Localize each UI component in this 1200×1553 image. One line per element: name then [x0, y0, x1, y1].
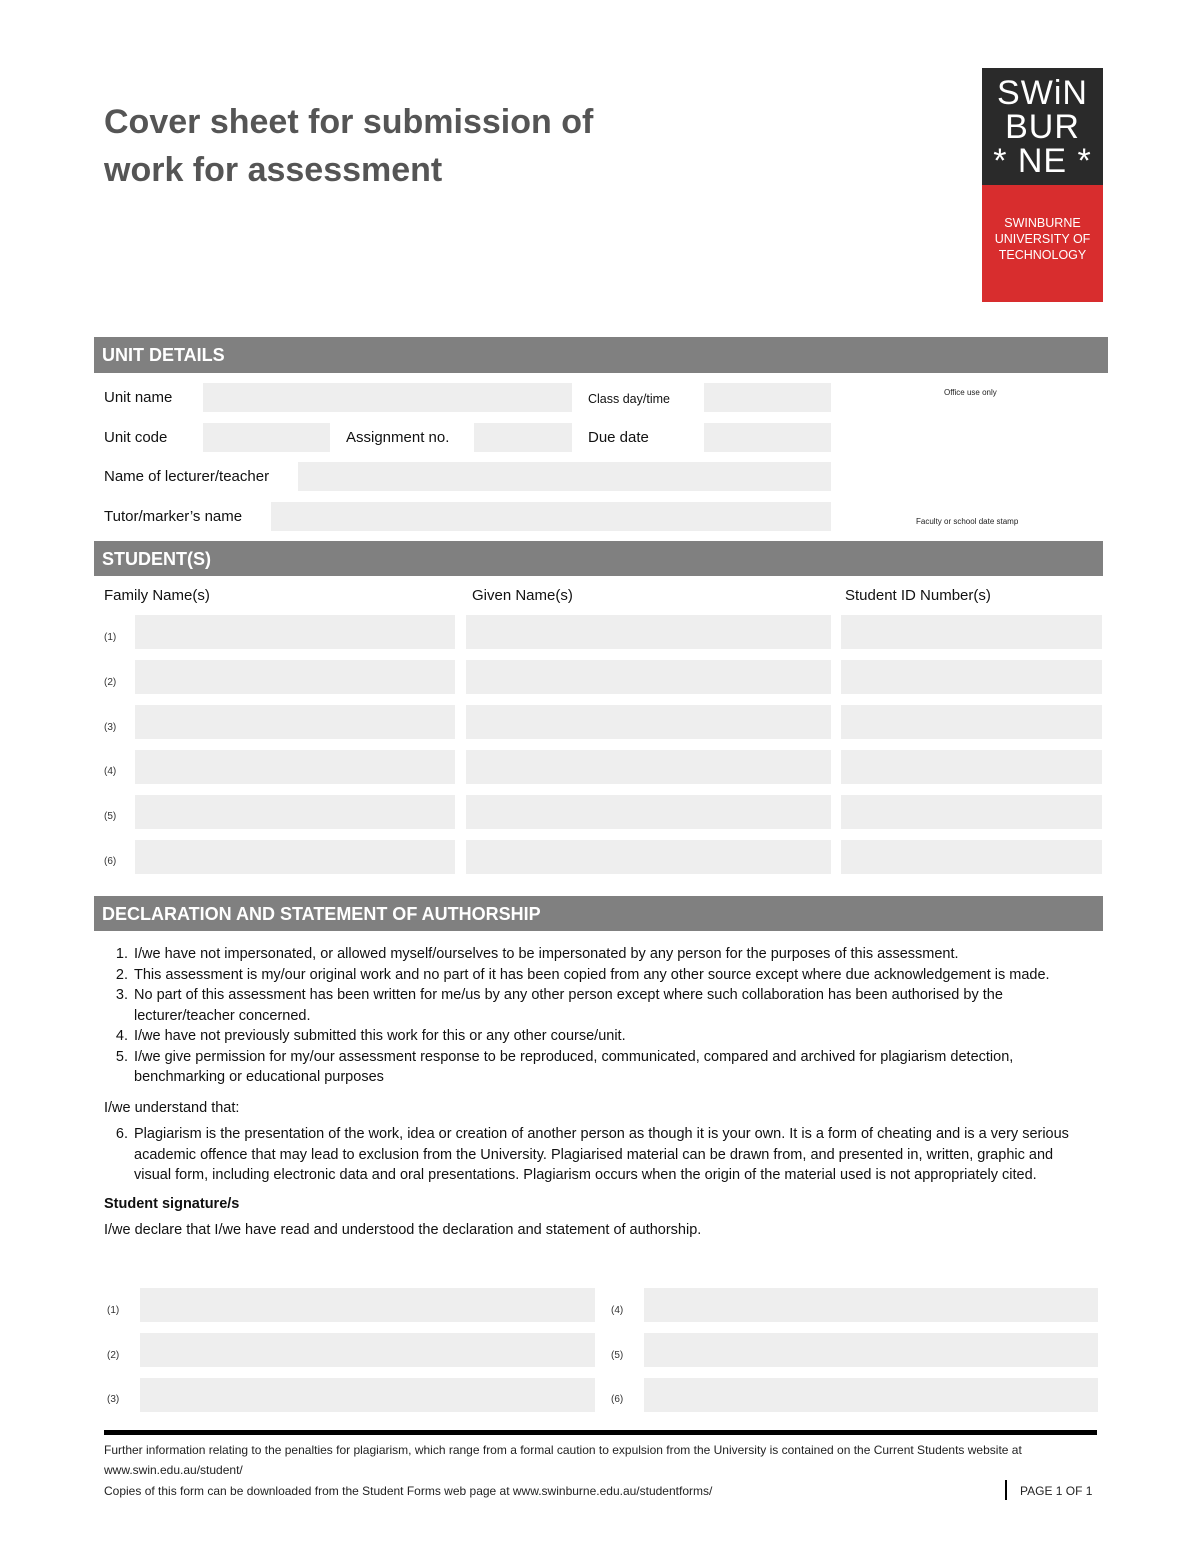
- given-name-field[interactable]: [466, 705, 831, 739]
- logo-name-line: TECHNOLOGY: [998, 248, 1087, 262]
- unit-name-label: Unit name: [104, 389, 173, 406]
- declaration-item: 6. Plagiarism is the presentation of the work, idea or creation of another person as though it is your own. It is a form of cheating and is a very serious academic offence that may lead to exclusion from the University. Plagiarised material can be drawn from, and presented in, written, graphic and visual form, including electronic data and oral presentations. Plagiarism occurs when the origin of the material used is not appropriately cited.: [132, 1124, 1094, 1186]
- logo-mark-line: BUR: [1005, 108, 1080, 146]
- row-number: (6): [104, 856, 117, 867]
- footer-divider: [1005, 1480, 1007, 1500]
- signature-field[interactable]: [140, 1378, 595, 1412]
- row-number: (4): [104, 766, 117, 777]
- swinburne-logo: [982, 68, 1103, 302]
- logo-name-line: SWINBURNE: [1004, 216, 1081, 230]
- logo-name-line: UNIVERSITY OF: [994, 232, 1091, 246]
- logo-mark-line: * NE *: [993, 142, 1092, 180]
- signature-field[interactable]: [644, 1378, 1098, 1412]
- tutor-label: Tutor/marker’s name: [104, 508, 243, 525]
- signature-number: (3): [107, 1394, 120, 1405]
- row-number: (2): [104, 677, 117, 688]
- family-name-field[interactable]: [135, 795, 455, 829]
- understand-text: I/we understand that:: [104, 1099, 240, 1116]
- signature-number: (1): [107, 1305, 120, 1316]
- student-id-field[interactable]: [841, 660, 1102, 694]
- plagiarism-list: [104, 1124, 1094, 1186]
- family-name-header: Family Name(s): [104, 587, 210, 604]
- declaration-item: 1. I/we have not impersonated, or allowed myself/ourselves to be impersonated by any person for the purposes of this assessment.: [132, 944, 1094, 965]
- student-id-field[interactable]: [841, 795, 1102, 829]
- signature-heading: Student signature/s: [104, 1195, 240, 1212]
- logo-mark: [982, 68, 1103, 185]
- unit-code-field[interactable]: [203, 423, 330, 452]
- given-name-field[interactable]: [466, 615, 831, 649]
- declaration-body: [104, 944, 1094, 1241]
- footer-rule: [104, 1430, 1097, 1435]
- family-name-field[interactable]: [135, 750, 455, 784]
- row-number: (5): [104, 811, 117, 822]
- family-name-field[interactable]: [135, 705, 455, 739]
- student-id-header: Student ID Number(s): [845, 587, 991, 604]
- declaration-item: 5. I/we give permission for my/our assessment response to be reproduced, communicated, compared and archived for plagiarism detection, benchmarking or educational purposes: [132, 1047, 1094, 1088]
- signature-field[interactable]: [644, 1288, 1098, 1322]
- declaration-heading: DECLARATION AND STATEMENT OF AUTHORSHIP: [94, 896, 1103, 931]
- student-id-field[interactable]: [841, 615, 1102, 649]
- declaration-item: 3. No part of this assessment has been written for me/us by any other person except where such collaboration has been authorised by the lecturer/teacher concerned.: [132, 985, 1094, 1026]
- signature-number: (2): [107, 1350, 120, 1361]
- given-name-field[interactable]: [466, 660, 831, 694]
- student-id-field[interactable]: [841, 705, 1102, 739]
- page-title: Cover sheet for submission of work for assessment: [104, 103, 594, 189]
- signature-number: (5): [611, 1350, 624, 1361]
- declaration-list: [104, 944, 1094, 1088]
- assignment-no-field[interactable]: [474, 423, 572, 452]
- logo-mark-line: SWiN: [997, 74, 1088, 112]
- signature-text: I/we declare that I/we have read and understood the declaration and statement of authorship.: [104, 1222, 702, 1238]
- student-id-field[interactable]: [841, 840, 1102, 874]
- row-number: (3): [104, 722, 117, 733]
- footer-copies: Copies of this form can be downloaded from the Student Forms web page at www.swinburne.edu.au/studentforms/: [104, 1484, 713, 1498]
- due-date-field[interactable]: [704, 423, 831, 452]
- lecturer-field[interactable]: [298, 462, 831, 491]
- tutor-field[interactable]: [271, 502, 831, 531]
- family-name-field[interactable]: [135, 660, 455, 694]
- unit-details-heading: UNIT DETAILS: [94, 337, 1108, 373]
- given-name-field[interactable]: [466, 795, 831, 829]
- family-name-field[interactable]: [135, 615, 455, 649]
- declaration-item: 4. I/we have not previously submitted this work for this or any other course/unit.: [132, 1026, 1094, 1047]
- student-id-field[interactable]: [841, 750, 1102, 784]
- row-number: (1): [104, 632, 117, 643]
- class-day-label: Class day/time: [588, 392, 670, 406]
- class-day-field[interactable]: [704, 383, 831, 412]
- date-stamp-label: Faculty or school date stamp: [916, 517, 1019, 526]
- signature-field[interactable]: [140, 1288, 595, 1322]
- given-name-field[interactable]: [466, 840, 831, 874]
- page-number: PAGE 1 OF 1: [1020, 1484, 1093, 1498]
- students-heading: STUDENT(S): [94, 541, 1103, 576]
- given-name-header: Given Name(s): [472, 587, 573, 604]
- unit-code-label: Unit code: [104, 429, 168, 446]
- family-name-field[interactable]: [135, 840, 455, 874]
- signature-number: (6): [611, 1394, 624, 1405]
- assignment-no-label: Assignment no.: [346, 429, 450, 446]
- declaration-item: 2. This assessment is my/our original work and no part of it has been copied from any other source except where due acknowledgement is made.: [132, 965, 1094, 986]
- signature-number: (4): [611, 1305, 624, 1316]
- due-date-label: Due date: [588, 429, 649, 446]
- signature-field[interactable]: [644, 1333, 1098, 1367]
- office-use-label: Office use only: [944, 388, 997, 397]
- signature-field[interactable]: [140, 1333, 595, 1367]
- footer-further-info: Further information relating to the penalties for plagiarism, which range from a formal caution to expulsion from the University is contained on the Current Students website at www.swin.edu.au/student/: [104, 1443, 1022, 1477]
- unit-name-field[interactable]: [203, 383, 572, 412]
- given-name-field[interactable]: [466, 750, 831, 784]
- logo-university-name: [982, 185, 1103, 302]
- lecturer-label: Name of lecturer/teacher: [104, 468, 270, 485]
